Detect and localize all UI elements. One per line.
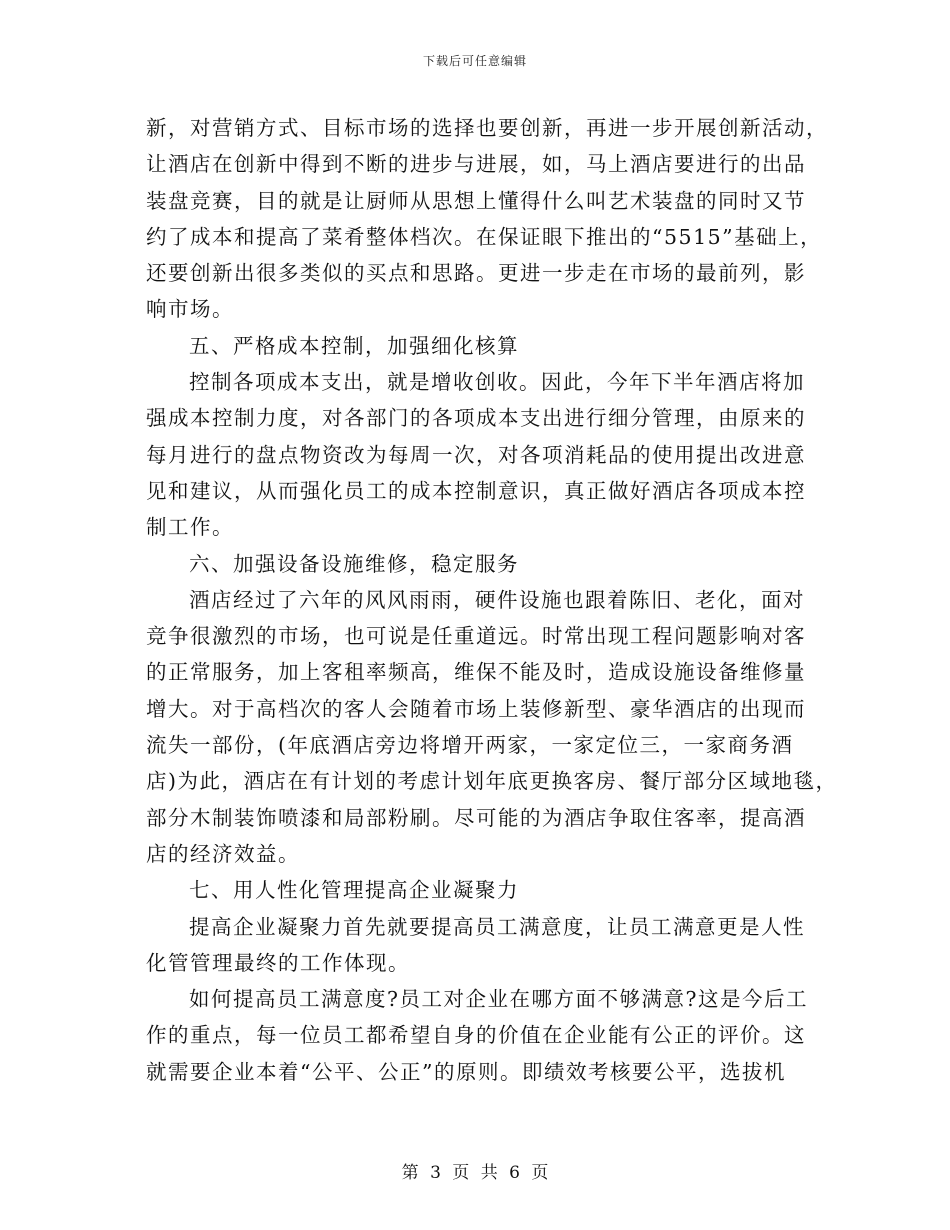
text-line: 增大。对于高档次的客人会随着市场上装修新型、豪华酒店的出现而 (146, 696, 806, 721)
text-line: 提高企业凝聚力首先就要提高员工满意度，让员工满意更是人性 (189, 914, 805, 939)
text-line: 就需要企业本着“公平、公正”的原则。即绩效考核要公平，选拔机 (146, 1059, 786, 1084)
text-line: 的正常服务，加上客租率频高，维保不能及时，造成设施设备维修量 (146, 660, 806, 685)
document-body (146, 110, 838, 1090)
text-line: 制工作。 (146, 515, 234, 540)
text-line: 响市场。 (146, 297, 234, 322)
text-line: 每月进行的盘点物资改为每周一次，对各项消耗品的使用提出改进意 (146, 442, 806, 467)
text-line: 化管管理最终的工作体现。 (146, 950, 410, 975)
text-line: 部分木制装饰喷漆和局部粉刷。尽可能的为酒店争取住客率，提高酒 (146, 805, 806, 830)
text-line: 控制各项成本支出，就是增收创收。因此，今年下半年酒店将加 (189, 370, 805, 395)
text-line: 装盘竞赛，目的就是让厨师从思想上懂得什么叫艺术装盘的同时又节 (146, 188, 806, 213)
section-heading: 七、用人性化管理提高企业凝聚力 (189, 878, 519, 903)
section-heading: 六、加强设备设施维修，稳定服务 (189, 551, 519, 576)
text-line: 店的经济效益。 (146, 841, 300, 866)
text-line: 店)为此，酒店在有计划的考虑计划年底更换客房、餐厅部分区域地毯， (146, 769, 838, 794)
text-line: 流失一部份，(年底酒店旁边将增开两家，一家定位三，一家商务酒 (146, 733, 794, 758)
section-heading: 五、严格成本控制，加强细化核算 (189, 333, 519, 358)
text-line: 新，对营销方式、目标市场的选择也要创新，再进一步开展创新活动， (146, 116, 828, 140)
text-line: 酒店经过了六年的风风雨雨，硬件设施也跟着陈旧、老化，面对 (189, 587, 805, 612)
text-line: 竞争很激烈的市场，也可说是任重道远。时常出现工程问题影响对客 (146, 624, 806, 649)
text-line: 还要创新出很多类似的买点和思路。更进一步走在市场的最前列，影 (146, 261, 806, 286)
text-line: 强成本控制力度，对各部门的各项成本支出进行细分管理，由原来的 (146, 406, 806, 431)
page-header: 下载后可任意编辑 (422, 54, 527, 68)
text-line: 约了成本和提高了菜肴整体档次。在保证眼下推出的“5515”基础上， (146, 224, 823, 249)
text-line: 如何提高员工满意度?员工对企业在哪方面不够满意?这是今后工 (189, 987, 808, 1012)
page-footer: 第 3 页 共 6 页 (401, 1163, 549, 1183)
text-line: 让酒店在创新中得到不断的进步与进展，如，马上酒店要进行的出品 (146, 152, 806, 177)
text-line: 作的重点，每一位员工都希望自身的价值在企业能有公正的评价。这 (146, 1023, 806, 1048)
text-line: 见和建议，从而强化员工的成本控制意识，真正做好酒店各项成本控 (146, 478, 806, 503)
